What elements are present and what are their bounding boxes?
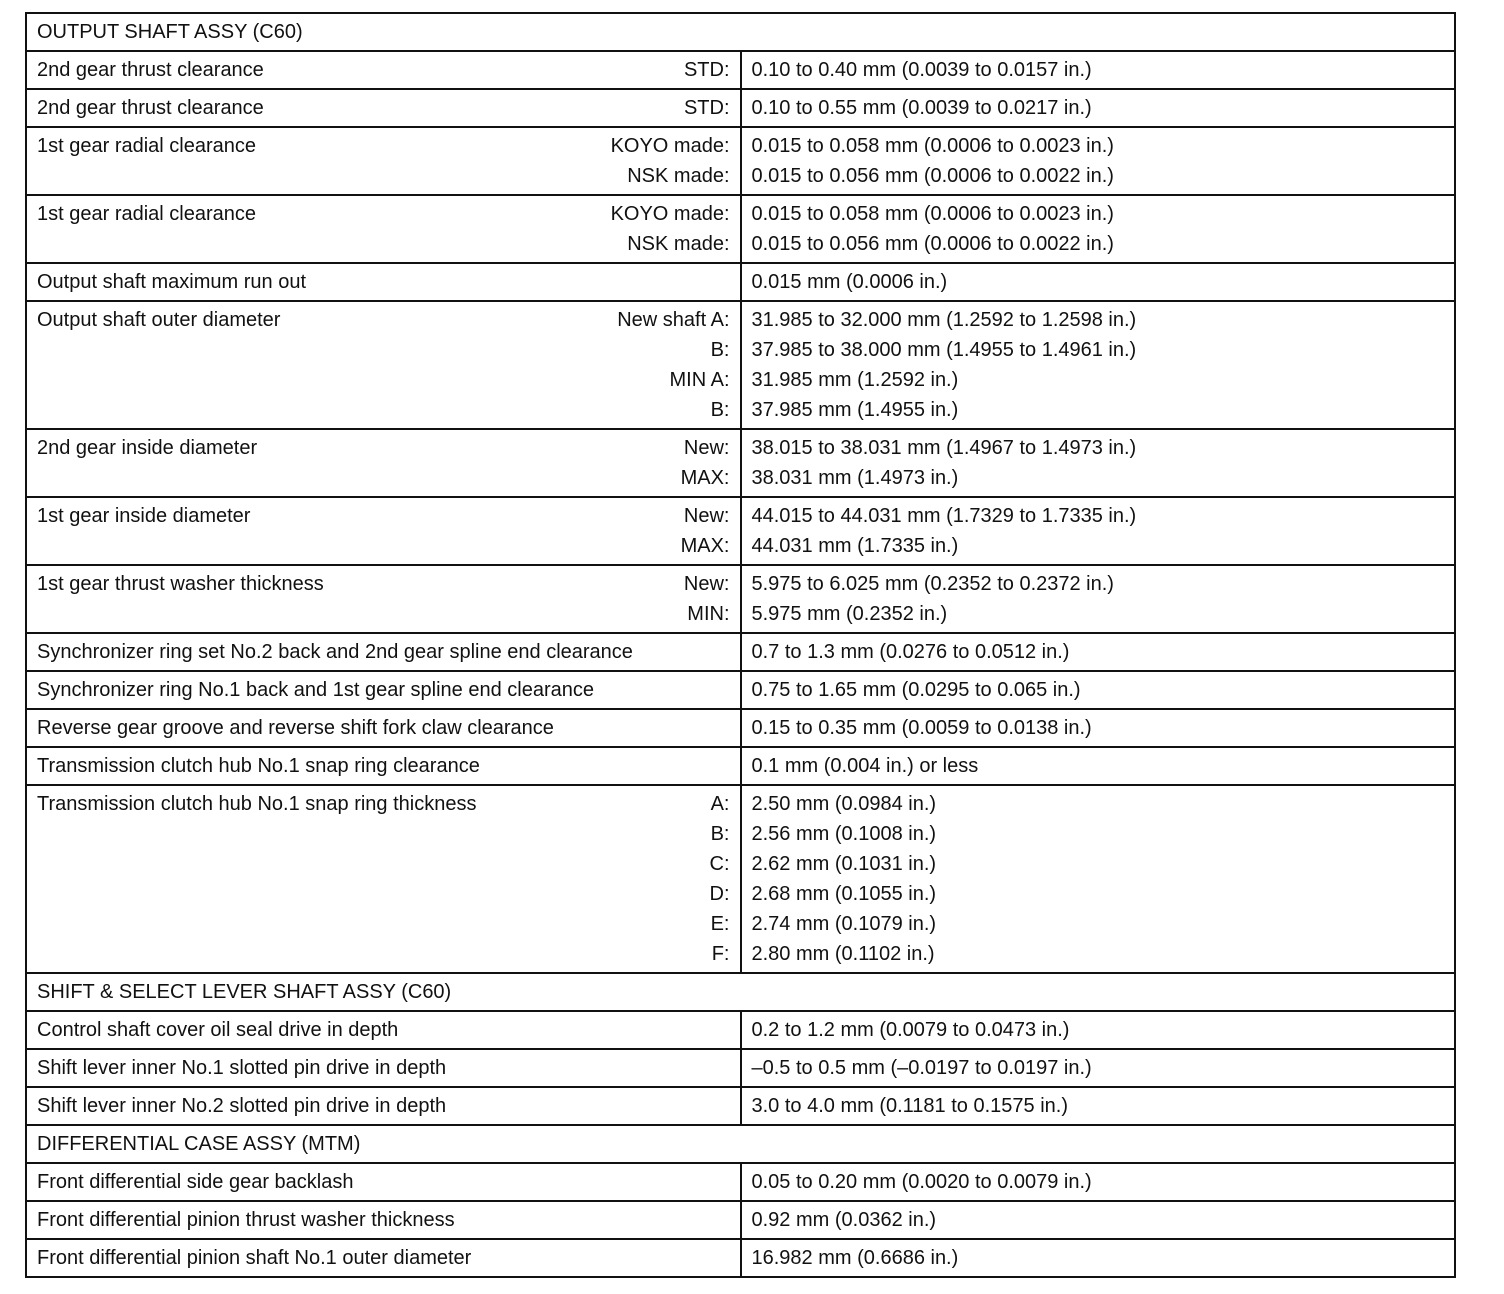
spec-condition-label: New: — [683, 573, 730, 595]
spec-item-cell — [26, 429, 741, 497]
spec-row — [26, 1201, 1455, 1239]
spec-item-cell — [26, 747, 741, 785]
spec-condition-label: MIN A: — [669, 369, 730, 391]
spec-item-cell — [26, 671, 741, 709]
spec-item-label: Synchronizer ring set No.2 back and 2nd gear spline end clearance — [37, 641, 633, 663]
spec-conditions — [684, 93, 730, 123]
spec-value: 3.0 to 4.0 mm (0.1181 to 0.1575 in.) — [751, 1095, 1068, 1117]
spec-item-label: 2nd gear thrust clearance — [37, 97, 264, 119]
spec-item-cell — [26, 127, 741, 195]
spec-table — [25, 12, 1456, 1278]
spec-value: 0.10 to 0.55 mm (0.0039 to 0.0217 in.) — [751, 97, 1092, 119]
spec-value: 38.015 to 38.031 mm (1.4967 to 1.4973 in.) — [751, 437, 1137, 459]
spec-value: 2.56 mm (0.1008 in.) — [751, 823, 937, 845]
spec-item-cell — [26, 1049, 741, 1087]
spec-item-cell — [26, 1239, 741, 1277]
spec-value: 2.50 mm (0.0984 in.) — [751, 793, 937, 815]
spec-conditions — [684, 569, 730, 629]
section-header-row — [26, 973, 1455, 1011]
spec-item-cell — [26, 497, 741, 565]
spec-conditions — [611, 131, 730, 191]
spec-row — [26, 1049, 1455, 1087]
spec-value: 0.015 mm (0.0006 in.) — [751, 271, 948, 293]
spec-row — [26, 671, 1455, 709]
spec-condition-label: E: — [710, 913, 730, 935]
spec-condition-label: B: — [710, 823, 730, 845]
spec-item-label: Transmission clutch hub No.1 snap ring thickness — [37, 793, 477, 815]
spec-condition-label: B: — [710, 339, 730, 361]
section-header-row — [26, 13, 1455, 51]
spec-item-label: 2nd gear inside diameter — [37, 437, 258, 459]
spec-item-cell — [26, 51, 741, 89]
spec-row — [26, 1239, 1455, 1277]
spec-value: 2.74 mm (0.1079 in.) — [751, 913, 937, 935]
spec-item-label: Output shaft outer diameter — [37, 309, 281, 331]
spec-value: 0.7 to 1.3 mm (0.0276 to 0.0512 in.) — [751, 641, 1070, 663]
spec-value: 0.015 to 0.058 mm (0.0006 to 0.0023 in.) — [751, 135, 1114, 157]
spec-item-cell — [26, 633, 741, 671]
spec-value: 0.92 mm (0.0362 in.) — [751, 1209, 937, 1231]
spec-value-cell — [741, 127, 1456, 195]
spec-condition-label: New: — [683, 505, 730, 527]
spec-conditions — [681, 433, 730, 493]
spec-conditions — [611, 199, 730, 259]
spec-value-cell — [741, 747, 1456, 785]
spec-value-cell — [741, 709, 1456, 747]
spec-value-cell — [741, 1011, 1456, 1049]
spec-item-label: Reverse gear groove and reverse shift fork claw clearance — [37, 717, 554, 739]
spec-conditions — [617, 305, 729, 425]
spec-row — [26, 195, 1455, 263]
spec-value: 37.985 mm (1.4955 in.) — [751, 399, 959, 421]
spec-row — [26, 89, 1455, 127]
spec-item-label: 2nd gear thrust clearance — [37, 59, 264, 81]
spec-condition-label: MIN: — [687, 603, 730, 625]
spec-value: –0.5 to 0.5 mm (–0.0197 to 0.0197 in.) — [751, 1057, 1092, 1079]
spec-condition-label: New shaft A: — [617, 309, 730, 331]
spec-row — [26, 497, 1455, 565]
spec-condition-label: KOYO made: — [610, 135, 730, 157]
spec-value-cell — [741, 89, 1456, 127]
spec-value-cell — [741, 1087, 1456, 1125]
spec-condition-label: New: — [683, 437, 730, 459]
spec-item-cell — [26, 709, 741, 747]
spec-item-cell — [26, 1087, 741, 1125]
spec-item-cell — [26, 1011, 741, 1049]
spec-item-label: 1st gear inside diameter — [37, 505, 251, 527]
spec-item-label: Synchronizer ring No.1 back and 1st gear spline end clearance — [37, 679, 594, 701]
spec-row — [26, 565, 1455, 633]
spec-conditions — [681, 501, 730, 561]
spec-value-cell — [741, 301, 1456, 429]
spec-row — [26, 1087, 1455, 1125]
spec-row — [26, 301, 1455, 429]
spec-item-label: Output shaft maximum run out — [37, 271, 307, 293]
spec-condition-label: MAX: — [680, 535, 730, 557]
spec-item-label: Transmission clutch hub No.1 snap ring clearance — [37, 755, 480, 777]
spec-item-cell — [26, 301, 741, 429]
spec-value: 5.975 mm (0.2352 in.) — [751, 603, 948, 625]
spec-item-label: Shift lever inner No.1 slotted pin drive in depth — [37, 1057, 447, 1079]
spec-value-cell — [741, 1201, 1456, 1239]
spec-value-cell — [741, 195, 1456, 263]
spec-value-cell — [741, 51, 1456, 89]
spec-row — [26, 263, 1455, 301]
spec-value: 37.985 to 38.000 mm (1.4955 to 1.4961 in.) — [751, 339, 1137, 361]
spec-condition-label: NSK made: — [627, 233, 730, 255]
spec-value: 44.015 to 44.031 mm (1.7329 to 1.7335 in.) — [751, 505, 1137, 527]
spec-value-cell — [741, 785, 1456, 973]
spec-value: 2.62 mm (0.1031 in.) — [751, 853, 937, 875]
spec-condition-label: MAX: — [680, 467, 730, 489]
spec-row — [26, 633, 1455, 671]
spec-item-cell — [26, 565, 741, 633]
section-header-row — [26, 1125, 1455, 1163]
spec-value: 38.031 mm (1.4973 in.) — [751, 467, 959, 489]
spec-row — [26, 709, 1455, 747]
spec-table-body — [26, 13, 1455, 1277]
spec-value: 0.1 mm (0.004 in.) or less — [751, 755, 979, 777]
spec-value-cell — [741, 1049, 1456, 1087]
spec-item-label: 1st gear radial clearance — [37, 203, 257, 225]
spec-condition-label: STD: — [683, 59, 730, 81]
spec-condition-label: KOYO made: — [610, 203, 730, 225]
spec-item-label: 1st gear thrust washer thickness — [37, 573, 324, 595]
spec-value: 0.75 to 1.65 mm (0.0295 to 0.065 in.) — [751, 679, 1081, 701]
spec-value: 0.15 to 0.35 mm (0.0059 to 0.0138 in.) — [751, 717, 1092, 739]
spec-conditions — [684, 55, 730, 85]
spec-item-label: Front differential pinion shaft No.1 outer diameter — [37, 1247, 472, 1269]
spec-item-cell — [26, 785, 741, 973]
spec-value-cell — [741, 1239, 1456, 1277]
spec-row — [26, 127, 1455, 195]
section-title: SHIFT & SELECT LEVER SHAFT ASSY (C60) — [26, 973, 1455, 1011]
spec-condition-label: A: — [710, 793, 730, 815]
section-title: OUTPUT SHAFT ASSY (C60) — [26, 13, 1455, 51]
spec-condition-label: D: — [709, 883, 730, 905]
spec-row — [26, 747, 1455, 785]
spec-value: 44.031 mm (1.7335 in.) — [751, 535, 959, 557]
spec-item-cell — [26, 89, 741, 127]
spec-value-cell — [741, 263, 1456, 301]
spec-row — [26, 51, 1455, 89]
spec-value-cell — [741, 1163, 1456, 1201]
spec-item-cell — [26, 263, 741, 301]
spec-condition-label: B: — [710, 399, 730, 421]
spec-value-cell — [741, 565, 1456, 633]
spec-item-label: Front differential side gear backlash — [37, 1171, 354, 1193]
spec-item-label: Front differential pinion thrust washer thickness — [37, 1209, 455, 1231]
spec-value-cell — [741, 429, 1456, 497]
spec-value: 2.80 mm (0.1102 in.) — [751, 943, 935, 965]
spec-item-label: Control shaft cover oil seal drive in depth — [37, 1019, 399, 1041]
spec-value: 0.015 to 0.058 mm (0.0006 to 0.0023 in.) — [751, 203, 1114, 225]
spec-row — [26, 785, 1455, 973]
spec-value: 31.985 mm (1.2592 in.) — [751, 369, 959, 391]
spec-value: 0.05 to 0.20 mm (0.0020 to 0.0079 in.) — [751, 1171, 1092, 1193]
spec-condition-label: C: — [709, 853, 730, 875]
spec-condition-label: STD: — [683, 97, 730, 119]
spec-conditions — [710, 789, 730, 969]
spec-value: 31.985 to 32.000 mm (1.2592 to 1.2598 in.) — [751, 309, 1137, 331]
spec-condition-label: NSK made: — [627, 165, 730, 187]
spec-condition-label: F: — [711, 943, 730, 965]
spec-value: 0.10 to 0.40 mm (0.0039 to 0.0157 in.) — [751, 59, 1092, 81]
spec-value-cell — [741, 671, 1456, 709]
spec-item-label: 1st gear radial clearance — [37, 135, 257, 157]
spec-value: 2.68 mm (0.1055 in.) — [751, 883, 937, 905]
spec-item-cell — [26, 1201, 741, 1239]
spec-value-cell — [741, 633, 1456, 671]
spec-item-cell — [26, 1163, 741, 1201]
spec-item-cell — [26, 195, 741, 263]
spec-value: 16.982 mm (0.6686 in.) — [751, 1247, 959, 1269]
spec-value: 0.2 to 1.2 mm (0.0079 to 0.0473 in.) — [751, 1019, 1070, 1041]
spec-item-label: Shift lever inner No.2 slotted pin drive in depth — [37, 1095, 447, 1117]
spec-value: 0.015 to 0.056 mm (0.0006 to 0.0022 in.) — [751, 165, 1114, 187]
spec-row — [26, 429, 1455, 497]
spec-row — [26, 1011, 1455, 1049]
spec-value: 0.015 to 0.056 mm (0.0006 to 0.0022 in.) — [751, 233, 1114, 255]
spec-value-cell — [741, 497, 1456, 565]
section-title: DIFFERENTIAL CASE ASSY (MTM) — [26, 1125, 1455, 1163]
spec-row — [26, 1163, 1455, 1201]
spec-value: 5.975 to 6.025 mm (0.2352 to 0.2372 in.) — [751, 573, 1114, 595]
